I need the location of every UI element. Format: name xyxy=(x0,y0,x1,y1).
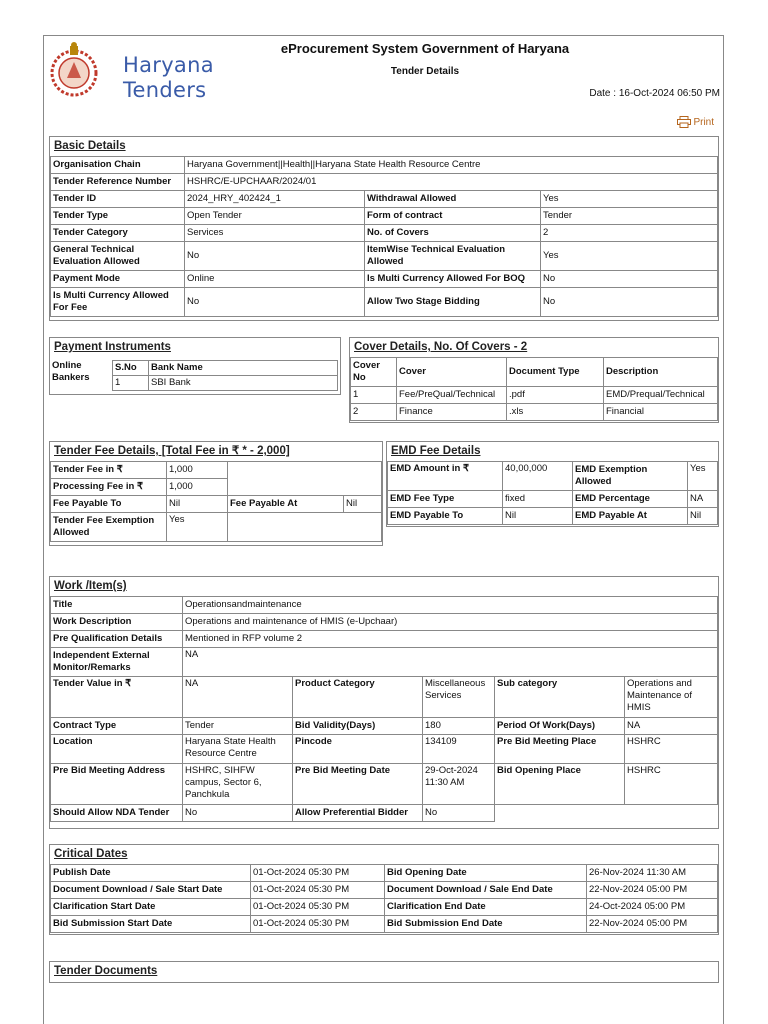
basic-value: Tender xyxy=(541,208,718,225)
table-row xyxy=(51,631,718,648)
tender-ref-label: Tender Reference Number xyxy=(51,174,185,191)
emd-percentage-value: NA xyxy=(688,491,718,508)
fee-exemption-value: Yes xyxy=(167,513,228,542)
pre-bid-date-label: Pre Bid Meeting Date xyxy=(293,764,423,805)
date-label: Clarification End Date xyxy=(385,899,587,916)
emd-amount-value: 40,00,000 xyxy=(503,462,573,491)
date-label: Clarification Start Date xyxy=(51,899,251,916)
preferential-bidder-label: Allow Preferential Bidder xyxy=(293,805,423,822)
emd-amount-label: EMD Amount in ₹ xyxy=(388,462,503,491)
haryana-tenders-logo xyxy=(45,40,214,102)
basic-label: ItemWise Technical Evaluation Allowed xyxy=(365,242,541,271)
location-value: Haryana State Health Resource Centre xyxy=(183,735,293,764)
basic-details-table xyxy=(50,156,718,317)
payment-instruments-section xyxy=(49,337,341,395)
fee-payable-to-label: Fee Payable To xyxy=(51,496,167,513)
payment-instruments-heading: Payment Instruments xyxy=(54,341,171,353)
pincode-value: 134109 xyxy=(423,735,495,764)
pre-bid-address-label: Pre Bid Meeting Address xyxy=(51,764,183,805)
date-value: 01-Oct-2024 05:30 PM xyxy=(251,916,385,933)
table-row xyxy=(51,157,718,174)
tender-fee-label: Tender Fee in ₹ xyxy=(51,462,167,479)
period-of-work-value: NA xyxy=(625,718,718,735)
basic-label: Allow Two Stage Bidding xyxy=(365,288,541,317)
cover-table xyxy=(350,357,718,421)
logo-text-haryana: Haryana xyxy=(123,53,214,77)
emd-payable-at-value: Nil xyxy=(688,508,718,525)
date-label: Publish Date xyxy=(51,865,251,882)
cover-description: EMD/Prequal/Technical xyxy=(604,387,718,404)
basic-value: Services xyxy=(185,225,365,242)
location-label: Location xyxy=(51,735,183,764)
basic-label: General Technical Evaluation Allowed xyxy=(51,242,185,271)
bid-validity-value: 180 xyxy=(423,718,495,735)
basic-label: Payment Mode xyxy=(51,271,185,288)
col-sno: S.No xyxy=(113,361,149,376)
iem-label: Independent External Monitor/Remarks xyxy=(51,648,183,677)
processing-fee-value: 1,000 xyxy=(167,479,228,496)
logo-text-tenders: Tenders xyxy=(123,78,207,102)
state-emblem-icon xyxy=(45,40,103,98)
critical-dates-heading: Critical Dates xyxy=(54,848,128,860)
table-row xyxy=(51,174,718,191)
bid-opening-place-value: HSHRC xyxy=(625,764,718,805)
tender-documents-section xyxy=(49,961,719,983)
org-chain-label: Organisation Chain xyxy=(51,157,185,174)
tender-documents-heading: Tender Documents xyxy=(54,965,158,977)
work-title-label: Title xyxy=(51,597,183,614)
date-value: 01-Oct-2024 05:30 PM xyxy=(251,899,385,916)
table-row xyxy=(388,462,718,491)
emd-payable-to-label: EMD Payable To xyxy=(388,508,503,525)
col-description: Description xyxy=(604,358,718,387)
basic-value: Online xyxy=(185,271,365,288)
date-label: Bid Submission Start Date xyxy=(51,916,251,933)
pre-bid-address-value: HSHRC, SIHFW campus, Sector 6, Panchkula xyxy=(183,764,293,805)
basic-details-heading: Basic Details xyxy=(54,140,126,152)
nda-value: No xyxy=(183,805,293,822)
date-value: 01-Oct-2024 05:30 PM xyxy=(251,865,385,882)
date-value: 01-Oct-2024 05:30 PM xyxy=(251,882,385,899)
table-row xyxy=(51,513,382,542)
table-row xyxy=(51,242,718,271)
basic-label: Tender Type xyxy=(51,208,185,225)
basic-value: Yes xyxy=(541,242,718,271)
bid-opening-place-label: Bid Opening Place xyxy=(495,764,625,805)
date-label: Document Download / Sale End Date xyxy=(385,882,587,899)
pincode-label: Pincode xyxy=(293,735,423,764)
preferential-bidder-value: No xyxy=(423,805,495,822)
empty-cell xyxy=(228,462,382,496)
critical-dates-table xyxy=(50,864,718,933)
iem-value: NA xyxy=(183,648,718,677)
cover-details-section xyxy=(349,337,719,423)
emd-fee-heading: EMD Fee Details xyxy=(391,445,481,457)
bank-sno: 1 xyxy=(113,376,149,391)
col-cover-no: Cover No xyxy=(351,358,397,387)
date-value: 22-Nov-2024 05:00 PM xyxy=(587,916,718,933)
contract-type-value: Tender xyxy=(183,718,293,735)
tender-fee-section xyxy=(49,441,383,546)
cover-doc-type: .xls xyxy=(507,404,604,421)
pre-bid-place-value: HSHRC xyxy=(625,735,718,764)
cover-name: Fee/PreQual/Technical xyxy=(397,387,507,404)
tender-value-label: Tender Value in ₹ xyxy=(51,677,183,718)
basic-label: Tender ID xyxy=(51,191,185,208)
work-description-label: Work Description xyxy=(51,614,183,631)
empty-cell xyxy=(495,805,718,822)
table-row xyxy=(51,865,718,882)
tender-ref-value: HSHRC/E-UPCHAAR/2024/01 xyxy=(185,174,718,191)
prequal-value: Mentioned in RFP volume 2 xyxy=(183,631,718,648)
fee-payable-to-value: Nil xyxy=(167,496,228,513)
sub-category-label: Sub category xyxy=(495,677,625,718)
basic-label: No. of Covers xyxy=(365,225,541,242)
period-of-work-label: Period Of Work(Days) xyxy=(495,718,625,735)
printer-icon xyxy=(677,116,691,128)
basic-label: Tender Category xyxy=(51,225,185,242)
table-row xyxy=(51,916,718,933)
emd-fee-type-value: fixed xyxy=(503,491,573,508)
contract-type-label: Contract Type xyxy=(51,718,183,735)
fee-payable-at-label: Fee Payable At xyxy=(228,496,344,513)
print-label: Print xyxy=(693,116,714,128)
table-row xyxy=(51,614,718,631)
basic-value: No xyxy=(185,288,365,317)
cover-no: 1 xyxy=(351,387,397,404)
tender-fee-heading: Tender Fee Details, [Total Fee in ₹ * - 2,000] xyxy=(54,445,290,457)
cover-name: Finance xyxy=(397,404,507,421)
basic-value: Open Tender xyxy=(185,208,365,225)
table-row xyxy=(113,376,338,391)
table-row xyxy=(51,462,382,479)
basic-value: No xyxy=(541,288,718,317)
emd-exemption-value: Yes xyxy=(688,462,718,491)
pre-bid-place-label: Pre Bid Meeting Place xyxy=(495,735,625,764)
critical-dates-section xyxy=(49,844,719,935)
date-label: Bid Submission End Date xyxy=(385,916,587,933)
org-chain-value: Haryana Government||Health||Haryana State Health Resource Centre xyxy=(185,157,718,174)
table-row xyxy=(51,805,718,822)
date-value: 22-Nov-2024 05:00 PM xyxy=(587,882,718,899)
emd-payable-at-label: EMD Payable At xyxy=(573,508,688,525)
table-row xyxy=(51,764,718,805)
emd-fee-section xyxy=(386,441,719,527)
date-label: Document Download / Sale Start Date xyxy=(51,882,251,899)
page-title: eProcurement System Government of Haryana xyxy=(280,41,570,56)
table-row xyxy=(351,387,718,404)
processing-fee-label: Processing Fee in ₹ xyxy=(51,479,167,496)
page-subtitle: Tender Details xyxy=(390,66,460,77)
emd-exemption-label: EMD Exemption Allowed xyxy=(573,462,688,491)
tender-fee-value: 1,000 xyxy=(167,462,228,479)
basic-details-section xyxy=(49,136,719,321)
emd-fee-type-label: EMD Fee Type xyxy=(388,491,503,508)
emd-percentage-label: EMD Percentage xyxy=(573,491,688,508)
cover-details-heading: Cover Details, No. Of Covers - 2 xyxy=(354,341,528,353)
table-row xyxy=(51,225,718,242)
bankers-table xyxy=(112,360,338,391)
work-description-value: Operations and maintenance of HMIS (e-Upchaar) xyxy=(183,614,718,631)
table-row xyxy=(51,271,718,288)
work-items-heading: Work /Item(s) xyxy=(54,580,127,592)
table-row xyxy=(51,718,718,735)
col-bank-name: Bank Name xyxy=(149,361,338,376)
table-row xyxy=(51,899,718,916)
basic-label: Is Multi Currency Allowed For BOQ xyxy=(365,271,541,288)
table-row xyxy=(51,288,718,317)
col-cover: Cover xyxy=(397,358,507,387)
emd-payable-to-value: Nil xyxy=(503,508,573,525)
tender-value-value: NA xyxy=(183,677,293,718)
pre-bid-date-value: 29-Oct-2024 11:30 AM xyxy=(423,764,495,805)
table-row xyxy=(51,735,718,764)
fee-exemption-label: Tender Fee Exemption Allowed xyxy=(51,513,167,542)
table-row xyxy=(51,208,718,225)
tender-fee-table xyxy=(50,461,382,542)
basic-value: Yes xyxy=(541,191,718,208)
basic-label: Withdrawal Allowed xyxy=(365,191,541,208)
online-bankers-label: Online Bankers xyxy=(52,360,90,383)
basic-label: Is Multi Currency Allowed For Fee xyxy=(51,288,185,317)
table-row xyxy=(51,191,718,208)
table-row xyxy=(388,491,718,508)
product-category-value: Miscellaneous Services xyxy=(423,677,495,718)
work-title-value: Operationsandmaintenance xyxy=(183,597,718,614)
emd-fee-table xyxy=(387,461,718,525)
cover-no: 2 xyxy=(351,404,397,421)
bank-name: SBI Bank xyxy=(149,376,338,391)
col-document-type: Document Type xyxy=(507,358,604,387)
table-row xyxy=(51,597,718,614)
basic-value: No xyxy=(185,242,365,271)
table-row xyxy=(51,882,718,899)
report-date: Date : 16-Oct-2024 06:50 PM xyxy=(589,88,720,99)
table-row xyxy=(51,648,718,677)
work-items-section xyxy=(49,576,719,829)
work-items-table xyxy=(50,596,718,822)
table-row xyxy=(388,508,718,525)
table-row xyxy=(51,496,382,513)
cover-description: Financial xyxy=(604,404,718,421)
table-row xyxy=(351,358,718,387)
basic-value: 2024_HRY_402424_1 xyxy=(185,191,365,208)
date-value: 24-Oct-2024 05:00 PM xyxy=(587,899,718,916)
basic-value: No xyxy=(541,271,718,288)
prequal-label: Pre Qualification Details xyxy=(51,631,183,648)
cover-doc-type: .pdf xyxy=(507,387,604,404)
table-row xyxy=(351,404,718,421)
product-category-label: Product Category xyxy=(293,677,423,718)
bid-validity-label: Bid Validity(Days) xyxy=(293,718,423,735)
basic-label: Form of contract xyxy=(365,208,541,225)
table-row xyxy=(113,361,338,376)
sub-category-value: Operations and Maintenance of HMIS xyxy=(625,677,718,718)
date-label: Bid Opening Date xyxy=(385,865,587,882)
date-value: 26-Nov-2024 11:30 AM xyxy=(587,865,718,882)
basic-value: 2 xyxy=(541,225,718,242)
table-row xyxy=(51,677,718,718)
empty-cell xyxy=(228,513,382,542)
print-button[interactable] xyxy=(677,116,714,128)
nda-label: Should Allow NDA Tender xyxy=(51,805,183,822)
fee-payable-at-value: Nil xyxy=(344,496,382,513)
